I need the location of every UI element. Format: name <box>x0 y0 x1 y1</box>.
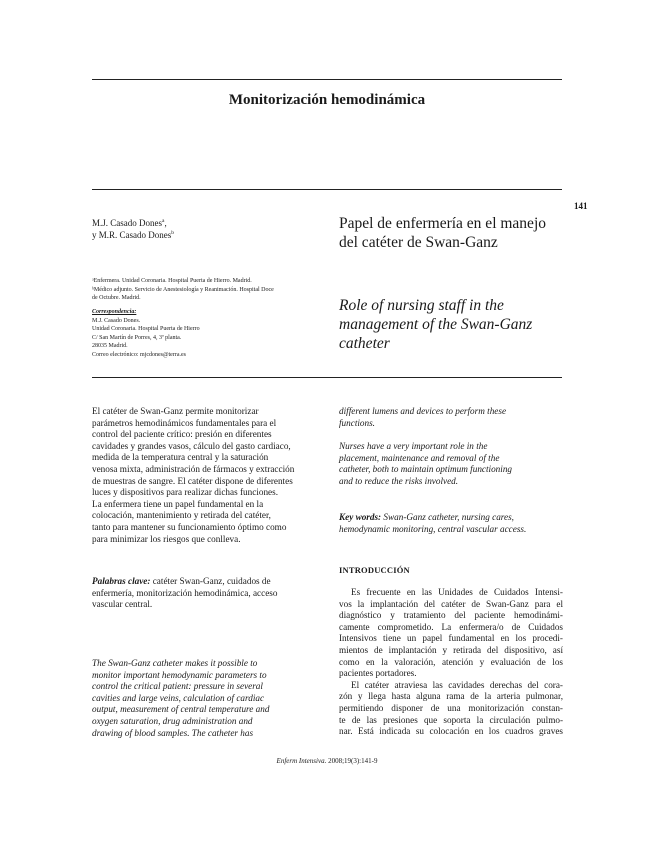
palabras-clave-line: enfermería, monitorización hemodinámica, acceso <box>92 587 278 598</box>
body-line: permitiendo disponer de una monitorización constan- <box>339 702 563 713</box>
abstract-line: cavities and large veins, calculation of cardiac <box>92 692 265 703</box>
correspondence-label: Correspondencia: <box>92 309 137 315</box>
footer-citation <box>92 757 562 765</box>
abstract-line: drawing of blood samples. The catheter has <box>92 727 254 738</box>
author-2: y M.R. Casado Dones$^b$ <box>92 230 174 240</box>
affiliation-line: ᵇMédico adjunto. Servicio de Anestesiología y Reanimación. Hospital Doce <box>92 286 274 293</box>
correspondence-line: C/ San Martín de Porres, 4, 3ª planta. <box>92 334 182 341</box>
abstract-line: placement, maintenance and removal of the <box>339 452 500 463</box>
body-line: vos la implantación del catéter de Swan-Ganz para el <box>339 598 563 609</box>
body-line: Intensivos tiene un papel fundamental en los procedi- <box>339 633 563 644</box>
resumen-line: medida de la temperatura central y la saturación <box>92 452 269 463</box>
affiliations <box>92 277 322 303</box>
top-rule <box>92 79 562 80</box>
resumen <box>92 406 324 545</box>
abstract-line: output, measurement of central temperature and <box>92 704 270 715</box>
correspondence-line: Unidad Coronaria. Hospital Puerta de Hierro <box>92 326 200 332</box>
author-1: M.J. Casado Dones$^a$, <box>92 218 167 228</box>
key-words-line: hemodynamic monitoring, central vascular access. <box>339 523 527 534</box>
page-number: 141 <box>574 201 588 211</box>
correspondence-email: Correo electrónico: mjcdones@terra.es <box>92 351 186 358</box>
abstract-english-right-p2 <box>339 441 563 487</box>
resumen-line: La enfermera tiene un papel fundamental en la <box>92 498 264 509</box>
citation-details: 2008;19(3):141-9 <box>326 757 378 765</box>
abstract-english-left <box>92 658 324 739</box>
key-words <box>339 512 563 535</box>
body-line: Es frecuente en las Unidades de Cuidados Intensi- <box>351 587 563 597</box>
authors <box>92 217 312 241</box>
abstract-rule <box>92 377 562 378</box>
affiliation-line: de Octubre. Madrid. <box>92 295 141 301</box>
key-words-label: Key words: <box>339 512 382 522</box>
abstract-line: The Swan-Ganz catheter makes it possible to <box>92 658 258 668</box>
correspondence <box>92 308 322 359</box>
resumen-line: parámetros hemodinámicos fundamentales para el <box>92 417 277 428</box>
body-line: camente comprometido. La enfermera/o de Cuidados <box>339 621 563 632</box>
body-line: El catéter atraviesa las cavidades derechas del cora- <box>351 679 563 690</box>
introduccion-body <box>339 587 563 738</box>
resumen-line: control del paciente crítico: presión en diferentes <box>92 429 272 440</box>
body-line: pacientes portadores. <box>339 668 417 679</box>
abstract-english-right <box>339 406 563 429</box>
introduccion-heading: INTRODUCCIÓN <box>339 565 410 575</box>
correspondence-line: M.J. Casado Dones. <box>92 317 141 324</box>
resumen-line: colocación, mantenimiento y retirada del catéter, <box>92 510 271 521</box>
palabras-clave-line: vascular central. <box>92 599 153 610</box>
article-title-spanish: Papel de enfermería en el manejo del catéter de Swan-Ganz <box>339 215 546 251</box>
body-line: nar. Está indicada su colocación en los cuadros graves <box>339 726 563 737</box>
palabras-clave-line: Palabras clave: catéter Swan-Ganz, cuidados de <box>92 576 271 586</box>
abstract-line: different lumens and devices to perform these <box>339 406 507 416</box>
body-line: mientos de implantación y retirada del dispositivo, así <box>339 644 563 655</box>
abstract-line: catheter, both to maintain optimum functioning <box>339 464 513 475</box>
correspondence-line: 28035 Madrid. <box>92 343 128 349</box>
palabras-clave-label: Palabras clave: <box>92 576 151 586</box>
palabras-clave <box>92 576 324 611</box>
affiliation-line: ᵃEnfermera. Unidad Coronaria. Hospital Puerta de Hierro. Madrid. <box>92 278 252 284</box>
resumen-line: de muestras de sangre. El catéter dispone de diferentes <box>92 475 293 486</box>
resumen-line: tanto para mantener su funcionamiento óptimo como <box>92 521 287 532</box>
body-line: como en la valoración, atención y evaluación de los <box>339 656 563 667</box>
abstract-line: oxygen saturation, drug administration and <box>92 715 253 726</box>
resumen-line: luces y dispositivos para realizar dichas funciones. <box>92 487 278 498</box>
abstract-line: Nurses have a very important role in the <box>339 441 488 451</box>
body-line: te de las presiones que soporta la circulación pulmo- <box>339 714 563 725</box>
article-title-english: Role of nursing staff in the management of the Swan-Ganz catheter <box>339 297 533 352</box>
abstract-line: functions. <box>339 417 375 428</box>
resumen-line: El catéter de Swan-Ganz permite monitorizar <box>92 406 259 416</box>
resumen-line: cavidades y grandes vasos, cálculo del gasto cardiaco, <box>92 440 291 451</box>
resumen-line: venosa mixta, administración de fármacos y extracción <box>92 463 295 474</box>
resumen-line: para minimizar los riesgos que conlleva. <box>92 533 241 544</box>
header-rule <box>92 189 562 190</box>
abstract-line: monitor important hemodynamic parameters to <box>92 669 267 680</box>
journal-name: Enferm Intensiva. <box>276 757 327 765</box>
key-words-line: Key words: Swan-Ganz catheter, nursing cares, <box>339 512 514 522</box>
abstract-line: and to reduce the risks involved. <box>339 475 459 486</box>
section-title: Monitorización hemodinámica <box>228 92 426 108</box>
body-line: zón y llega hasta alguna rama de la arteria pulmonar, <box>339 691 563 702</box>
body-line: diagnóstico y tratamiento del paciente hemodinámi- <box>339 610 563 621</box>
abstract-line: control the critical patient: pressure in several <box>92 681 263 692</box>
